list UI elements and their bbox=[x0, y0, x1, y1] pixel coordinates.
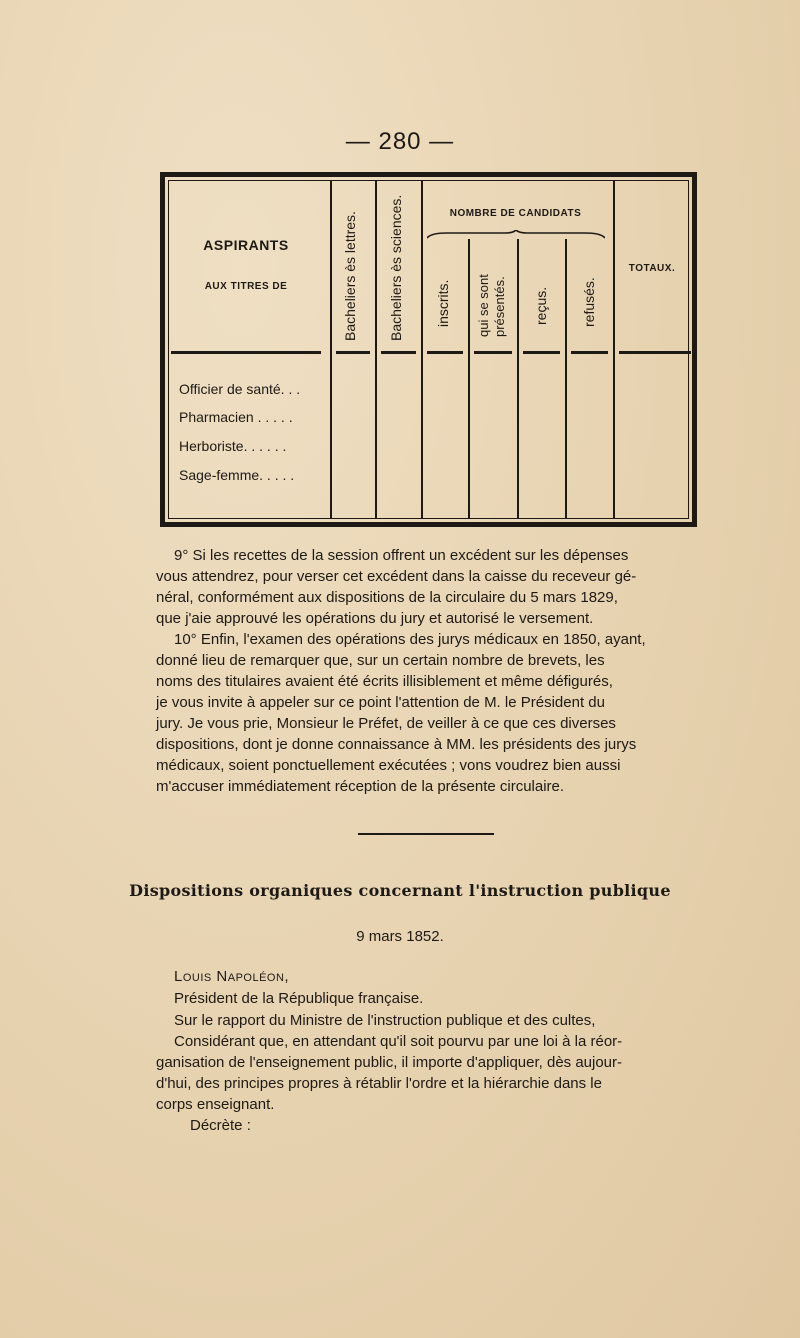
text-line: ganisation de l'enseignement public, il importe d'appliquer, dès aujour- bbox=[156, 1054, 623, 1071]
row-label-herboriste: Herboriste. . . . . . bbox=[179, 438, 287, 454]
page-number: — 280 — bbox=[345, 128, 455, 155]
text-line: je vous invite à appeler sur ce point l'attention de M. le Président du bbox=[156, 694, 605, 711]
col-divider bbox=[330, 180, 332, 519]
section-title: Dispositions organiques concernant l'instruction publique bbox=[129, 881, 671, 900]
candidates-table bbox=[160, 172, 697, 527]
text-line: jury. Je vous prie, Monsieur le Préfet, de veiller à ce que ces diverses bbox=[156, 715, 616, 732]
header-rule bbox=[619, 351, 691, 354]
text-line: néral, conformément aux dispositions de la circulaire du 5 mars 1829, bbox=[156, 589, 618, 606]
text-line: corps enseignant. bbox=[156, 1096, 275, 1113]
section-date: 9 mars 1852. bbox=[356, 928, 444, 945]
header-rule bbox=[381, 351, 416, 354]
author-role: Président de la République française. bbox=[174, 990, 424, 1007]
text-line: noms des titulaires avaient été écrits illisiblement et même défigurés, bbox=[156, 673, 613, 690]
text-line: 10° Enfin, l'examen des opérations des jurys médicaux en 1850, ayant, bbox=[174, 631, 646, 648]
header-refuses: refusés. bbox=[581, 277, 597, 327]
header-bach-lettres: Bacheliers ès lettres. bbox=[342, 211, 358, 341]
header-rule bbox=[571, 351, 608, 354]
header-rule bbox=[427, 351, 463, 354]
text-line: vous attendrez, pour verser cet excédent dans la caisse du receveur gé- bbox=[156, 568, 637, 585]
row-label-sage-femme: Sage-femme. . . . . bbox=[179, 467, 295, 483]
text-line: Sur le rapport du Ministre de l'instruction publique et des cultes, bbox=[174, 1012, 596, 1029]
text-line: m'accuser immédiatement réception de la présente circulaire. bbox=[156, 778, 565, 795]
header-recus: reçus. bbox=[533, 286, 549, 325]
header-presentes-line1: qui se sont bbox=[476, 274, 491, 337]
section-divider bbox=[358, 833, 494, 835]
header-rule bbox=[523, 351, 560, 354]
header-nombre-candidats: NOMBRE DE CANDIDATS bbox=[449, 208, 582, 219]
row-label-officier: Officier de santé. . . bbox=[179, 381, 301, 397]
col-divider bbox=[565, 239, 567, 519]
text-line: donné lieu de remarquer que, sur un certain nombre de brevets, les bbox=[156, 652, 605, 669]
col-divider bbox=[421, 180, 423, 519]
text-line: médicaux, soient ponctuellement exécutées ; vons voudrez bien aussi bbox=[156, 757, 621, 774]
text-line: que j'aie approuvé les opérations du jury et autorisé le versement. bbox=[156, 610, 594, 627]
text-line: dispositions, dont je donne connaissance à MM. les présidents des jurys bbox=[156, 736, 637, 753]
header-inscrits: inscrits. bbox=[435, 279, 451, 327]
header-rule bbox=[474, 351, 512, 354]
col-divider bbox=[468, 239, 470, 519]
text-line: Considérant que, en attendant qu'il soit pourvu par une loi à la réor- bbox=[174, 1033, 623, 1050]
header-rule bbox=[171, 351, 321, 354]
brace-icon bbox=[427, 230, 605, 240]
header-presentes-line2: présentés. bbox=[492, 276, 507, 337]
col-divider bbox=[613, 180, 615, 519]
header-bach-sciences: Bacheliers ès sciences. bbox=[388, 194, 404, 341]
col-divider bbox=[375, 180, 377, 519]
row-label-pharmacien: Pharmacien . . . . . bbox=[179, 409, 293, 425]
text-line: d'hui, des principes propres à rétablir l'ordre et la hiérarchie dans le bbox=[156, 1075, 602, 1092]
header-rule bbox=[336, 351, 370, 354]
col-divider bbox=[517, 239, 519, 519]
text-line: 9° Si les recettes de la session offrent un excédent sur les dépenses bbox=[174, 547, 629, 564]
header-aux-titres: AUX TITRES DE bbox=[204, 281, 288, 292]
header-totaux: TOTAUX. bbox=[628, 263, 676, 274]
decrete-line: Décrète : bbox=[190, 1117, 251, 1134]
header-aspirants: ASPIRANTS bbox=[203, 237, 289, 253]
author-name: Louis Napoléon, bbox=[174, 968, 290, 985]
